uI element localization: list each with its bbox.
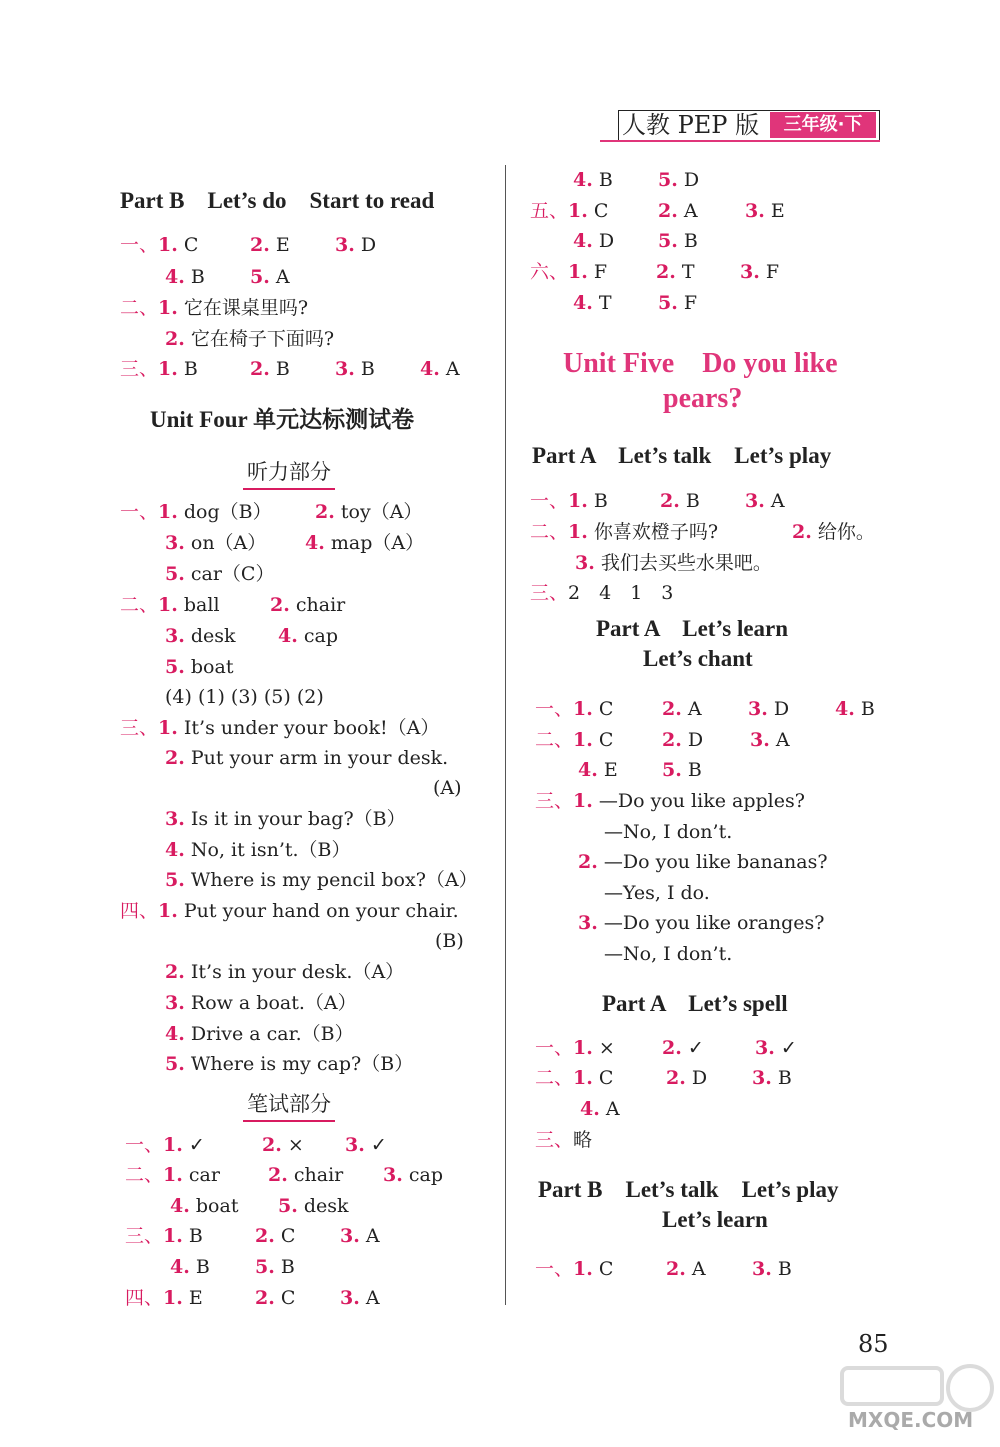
answer-line: 三、1. —Do you like apples? [535,790,805,812]
answer-line: 3. B [752,1067,792,1089]
answer-line: 3. F [740,261,780,283]
answer-line: 5. B [658,230,698,252]
answer-line: 一、1. ✓ [125,1134,205,1156]
answer-line: 二、1. C [535,1067,614,1089]
answer-line: 5. B [255,1256,295,1278]
answer-line: 5. B [662,759,702,781]
answer-line: 一、1. B [530,490,608,512]
answer-line: 二、1. car [125,1164,220,1186]
answer-line: 2. × [262,1134,304,1156]
part-b-talk-heading: Part B Let’s talk Let’s play [538,1177,839,1202]
answer-line: 2. chair [268,1164,344,1186]
answer-line: 5. Where is my cap?（B） [165,1053,414,1075]
answer-line: 4. D [573,230,615,252]
answer-line: 三、略 [535,1129,593,1151]
answer-line: 2. E [250,234,290,256]
answer-line: 2. A [666,1258,706,1280]
part-b-learn-heading: Let’s learn [662,1207,768,1232]
answer-line: 2. A [662,698,702,720]
answer-line: 3. Row a boat.（A） [165,992,357,1014]
answer-line: 二、1. ball [120,594,220,616]
grade-badge: 三年级·下 [770,112,876,138]
answer-line: 2. C [255,1287,296,1309]
answer-line: —Yes, I do. [604,882,710,904]
part-a-spell-heading: Part A Let’s spell [602,991,788,1016]
part-a-talk-heading: Part A Let’s talk Let’s play [532,443,832,468]
answer-line: 3. A [750,729,790,751]
answer-line: 3. A [340,1287,380,1309]
answer-line: 2. T [656,261,695,283]
book-edition-label: 人教 PEP 版 [622,111,760,139]
answer-line: 4. No, it isn’t.（B） [165,839,351,861]
answer-line: 2. ✓ [662,1037,704,1059]
written-section-heading: 笔试部分 [243,1088,335,1122]
answer-line: 4. B [835,698,875,720]
answer-line: 2. chair [270,594,346,616]
answer-line: 2. toy（A） [315,501,423,523]
answer-line: 4. T [573,292,612,314]
answer-line: 二、1. C [535,729,614,751]
answer-line: 4. boat [170,1195,239,1217]
chant-heading: Let’s chant [643,646,753,671]
answer-line: 2. —Do you like bananas? [578,851,828,873]
answer-line: 4. B [573,169,613,191]
listening-section-heading: 听力部分 [243,456,335,490]
answer-line: 5. A [250,266,290,288]
answer-line: 3. cap [383,1164,444,1186]
answer-line: 3. ✓ [345,1134,387,1156]
part-b-heading: Part B Let’s do Start to read [120,188,435,213]
answer-line: —No, I don’t. [604,943,733,965]
answer-line: 3. E [745,200,785,222]
page-number: 85 [858,1330,889,1358]
answer-line: 2. C [255,1225,296,1247]
answer-line: 3. Is it in your bag?（B） [165,808,406,830]
answer-line: 三、2 4 1 3 [530,582,674,604]
column-divider [505,165,506,1305]
answer-line: 2. B [250,358,290,380]
answer-line: 5. desk [278,1195,349,1217]
answer-line: 三、1. B [125,1225,203,1247]
answer-line: 四、1. Put your hand on your chair. [120,900,459,922]
answer-line: 4. A [420,358,460,380]
answer-line: 3. B [335,358,375,380]
answer-line: 五、1. C [530,200,609,222]
answer-line: 5. Where is my pencil box?（A） [165,869,478,891]
answer-line: 4. B [170,1256,210,1278]
answer-line: 一、1. C [535,698,614,720]
answer-line: 六、1. F [530,261,608,283]
answer-line: 2. 给你。 [792,521,875,543]
unit-five-title: Unit Five Do you like [563,348,838,379]
answer-line: 2. D [666,1067,708,1089]
answer-line: 二、1. 它在课桌里吗? [120,297,309,319]
answer-line: 2. Put your arm in your desk. [165,747,449,769]
answer-line: 3. A [340,1225,380,1247]
answer-line: 4. E [578,759,618,781]
answer-line: 2. A [658,200,698,222]
answer-line: 5. D [658,169,700,191]
answer-line: 4. map（A） [305,532,425,554]
answer-line: 一、1. C [535,1258,614,1280]
answer-line: (4) (1) (3) (5) (2) [165,686,324,708]
answer-line: 3. ✓ [755,1037,797,1059]
watermark-text: MXQE.COM [848,1408,974,1432]
answer-line: 3. 我们去买些水果吧。 [575,552,772,574]
answer-line: 三、1. It’s under your book!（A） [120,717,440,739]
unit-test-heading: Unit Four 单元达标测试卷 [150,407,415,432]
answer-line: 2. D [662,729,704,751]
answer-line: 二、1. 你喜欢橙子吗? [530,521,719,543]
answer-line: 4. cap [278,625,339,647]
answer-line: 4. B [165,266,205,288]
header-rule [600,140,880,142]
answer-line: 2. B [660,490,700,512]
answer-line: 3. A [745,490,785,512]
answer-line: 3. B [752,1258,792,1280]
answer-line: 2. 它在椅子下面吗? [165,328,335,350]
answer-line: 5. boat [165,656,234,678]
answer-line: 一、1. dog（B） [120,501,272,523]
part-a-learn-heading: Part A Let’s learn [596,616,789,641]
unit-five-title-cont: pears? [663,383,743,414]
answer-line: 3. D [335,234,377,256]
answer-line: 一、1. C [120,234,199,256]
answer-line: 三、1. B [120,358,198,380]
answer-line: (A) [433,777,462,799]
answer-line: —No, I don’t. [604,821,733,843]
answer-line: 一、1. × [535,1037,615,1059]
answer-line: 四、1. E [125,1287,203,1309]
answer-line: 3. —Do you like oranges? [578,912,825,934]
answer-line: 5. car（C） [165,563,275,585]
answer-line: 3. D [748,698,790,720]
answer-line: 3. on（A） [165,532,267,554]
answer-line: 2. It’s in your desk.（A） [165,961,405,983]
answer-line: 4. Drive a car.（B） [165,1023,354,1045]
answer-line: (B) [435,930,464,952]
answer-line: 4. A [580,1098,620,1120]
answer-line: 3. desk [165,625,236,647]
answer-line: 5. F [658,292,698,314]
